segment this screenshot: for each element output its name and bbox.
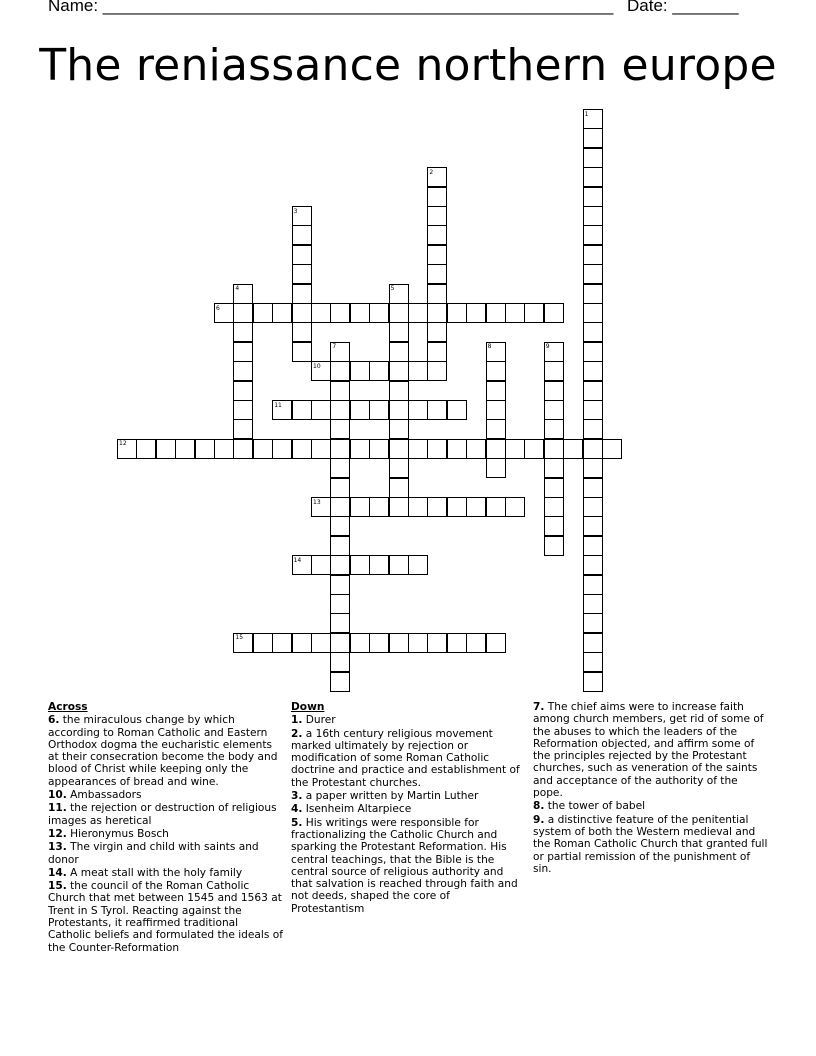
grid-cell[interactable]	[292, 264, 312, 284]
grid-cell[interactable]	[292, 342, 312, 362]
down-heading: Down	[291, 701, 325, 713]
clue-item-text: Isenheim Altarpiece	[302, 803, 412, 816]
grid-cell[interactable]	[389, 439, 409, 459]
clue-item-text: Durer	[302, 714, 336, 727]
grid-cell[interactable]	[350, 361, 370, 381]
grid-cell[interactable]	[389, 361, 409, 381]
grid-cell[interactable]	[272, 400, 292, 420]
grid-cell[interactable]	[292, 206, 312, 226]
clue-item	[48, 828, 284, 840]
grid-cell[interactable]	[292, 245, 312, 265]
clue-item-text: The chief aims were to increase faith among church members, get rid of some of the abuses to which the leaders of the Reformation objected, and affirm some of the principles rejected by the Protestant churches, such as veneration of the saints and acceptance of the authority of the pope.	[533, 701, 764, 800]
clue-item-text: the council of the Roman Catholic Church that met between 1545 and 1563 at Trent in S Tyrol. Reacting against the Protestants, it reaffirmed traditional Catholic beliefs and formulated the ideals of the Counter-Reformation	[48, 880, 283, 954]
grid-cell[interactable]	[486, 342, 506, 362]
grid-cell[interactable]	[583, 206, 603, 226]
grid-cell[interactable]	[447, 633, 467, 653]
clue-item-number: 1.	[291, 714, 303, 727]
clue-number: 14	[293, 556, 302, 564]
clue-item-number: 12.	[48, 827, 67, 840]
grid-cell[interactable]	[292, 303, 312, 323]
grid-cell[interactable]	[369, 555, 389, 575]
grid-cell[interactable]	[544, 381, 564, 401]
clue-number: 9	[545, 343, 550, 351]
grid-cell[interactable]	[466, 497, 486, 517]
grid-cell[interactable]	[195, 439, 215, 459]
grid-cell[interactable]	[311, 361, 331, 381]
grid-cell[interactable]	[408, 633, 428, 653]
grid-cell[interactable]	[253, 303, 273, 323]
grid-cell[interactable]	[408, 439, 428, 459]
grid-cell[interactable]	[330, 652, 350, 672]
grid-cell[interactable]	[466, 439, 486, 459]
grid-cell[interactable]	[330, 555, 350, 575]
grid-cell[interactable]	[389, 478, 409, 498]
clue-item-number: 7.	[533, 701, 545, 713]
grid-cell[interactable]	[330, 458, 350, 478]
clue-item	[533, 701, 769, 799]
grid-cell[interactable]	[156, 439, 176, 459]
grid-cell[interactable]	[408, 400, 428, 420]
grid-cell[interactable]	[408, 361, 428, 381]
grid-cell[interactable]	[427, 303, 447, 323]
grid-cell[interactable]	[389, 497, 409, 517]
grid-cell[interactable]	[486, 439, 506, 459]
clue-number: 2	[429, 168, 434, 176]
grid-cell[interactable]	[389, 419, 409, 439]
grid-cell[interactable]	[330, 672, 350, 692]
grid-cell[interactable]	[272, 439, 292, 459]
grid-cell[interactable]	[330, 381, 350, 401]
grid-cell[interactable]	[311, 439, 331, 459]
grid-cell[interactable]	[389, 555, 409, 575]
grid-cell[interactable]	[369, 303, 389, 323]
grid-cell[interactable]	[602, 439, 622, 459]
grid-cell[interactable]	[583, 652, 603, 672]
grid-cell[interactable]	[544, 458, 564, 478]
grid-cell[interactable]	[233, 439, 253, 459]
grid-cell[interactable]	[544, 400, 564, 420]
grid-cell[interactable]	[583, 109, 603, 129]
grid-cell[interactable]	[544, 536, 564, 556]
clue-item	[291, 728, 521, 789]
grid-cell[interactable]	[292, 284, 312, 304]
grid-cell[interactable]	[233, 633, 253, 653]
grid-cell[interactable]	[583, 167, 603, 187]
grid-cell[interactable]	[389, 400, 409, 420]
grid-cell[interactable]	[350, 497, 370, 517]
clue-item	[291, 803, 521, 815]
grid-cell[interactable]	[583, 284, 603, 304]
clue-item-text: the rejection or destruction of religious images as heretical	[48, 802, 277, 827]
grid-cell[interactable]	[311, 633, 331, 653]
grid-cell[interactable]	[330, 536, 350, 556]
grid-cell[interactable]	[544, 303, 564, 323]
clue-item-number: 3.	[291, 790, 303, 803]
grid-cell[interactable]	[583, 128, 603, 148]
grid-cell[interactable]	[369, 439, 389, 459]
grid-cell[interactable]	[389, 284, 409, 304]
clue-item-number: 9.	[533, 813, 545, 826]
grid-cell[interactable]	[214, 303, 234, 323]
grid-cell[interactable]	[427, 187, 447, 207]
grid-cell[interactable]	[447, 497, 467, 517]
grid-cell[interactable]	[253, 633, 273, 653]
grid-cell[interactable]	[330, 478, 350, 498]
grid-cell[interactable]	[350, 555, 370, 575]
clue-item-number: 5.	[291, 816, 303, 829]
grid-cell[interactable]	[330, 594, 350, 614]
clue-number: 1	[584, 110, 589, 118]
clue-number: 10	[313, 362, 321, 370]
grid-cell[interactable]	[583, 342, 603, 362]
grid-cell[interactable]	[175, 439, 195, 459]
clue-item-number: 13.	[48, 841, 67, 854]
grid-cell[interactable]	[292, 322, 312, 342]
grid-cell[interactable]	[583, 148, 603, 168]
grid-cell[interactable]	[583, 264, 603, 284]
grid-cell[interactable]	[427, 439, 447, 459]
clue-number: 4	[235, 285, 240, 293]
page-title: The reniassance northern europe	[39, 40, 777, 91]
grid-cell[interactable]	[583, 187, 603, 207]
grid-cell[interactable]	[330, 516, 350, 536]
grid-cell[interactable]	[427, 497, 447, 517]
name-field[interactable]: Name: ______________________________________________________	[48, 0, 614, 15]
clue-item-text: Ambassadors	[66, 789, 142, 802]
grid-cell[interactable]	[427, 245, 447, 265]
grid-cell[interactable]	[583, 594, 603, 614]
grid-cell[interactable]	[233, 419, 253, 439]
clue-item	[291, 714, 521, 726]
grid-cell[interactable]	[544, 419, 564, 439]
grid-cell[interactable]	[311, 303, 331, 323]
grid-cell[interactable]	[447, 303, 467, 323]
grid-cell[interactable]	[330, 361, 350, 381]
grid-cell[interactable]	[583, 225, 603, 245]
grid-cell[interactable]	[330, 439, 350, 459]
grid-cell[interactable]	[311, 400, 331, 420]
clue-item-number: 8.	[533, 800, 545, 813]
grid-cell[interactable]	[583, 633, 603, 653]
grid-cell[interactable]	[408, 497, 428, 517]
grid-cell[interactable]	[427, 400, 447, 420]
across-clues	[48, 701, 284, 955]
grid-cell[interactable]	[330, 497, 350, 517]
down-clues-continued	[533, 701, 769, 876]
grid-cell[interactable]	[253, 439, 273, 459]
grid-cell[interactable]	[505, 497, 525, 517]
grid-cell[interactable]	[389, 322, 409, 342]
grid-cell[interactable]	[292, 400, 312, 420]
grid-cell[interactable]	[214, 439, 234, 459]
grid-cell[interactable]	[427, 167, 447, 187]
grid-cell[interactable]	[583, 419, 603, 439]
grid-cell[interactable]	[389, 381, 409, 401]
clue-number: 7	[332, 343, 337, 351]
grid-cell[interactable]	[427, 322, 447, 342]
grid-cell[interactable]	[408, 303, 428, 323]
grid-cell[interactable]	[427, 264, 447, 284]
grid-cell[interactable]	[583, 536, 603, 556]
clue-item-text: His writings were responsible for fractionalizing the Catholic Church and sparking the Protestant Reformation. His central teachings, that the Bible is the central source of religious authority and that salvation is reached through faith and not deeds, shaped the core of Protestantism	[291, 816, 518, 915]
clue-number: 12	[119, 440, 127, 448]
clue-number: 6	[216, 304, 220, 312]
grid-cell[interactable]	[389, 303, 409, 323]
grid-cell[interactable]	[330, 575, 350, 595]
grid-cell[interactable]	[272, 633, 292, 653]
grid-cell[interactable]	[544, 361, 564, 381]
grid-cell[interactable]	[369, 633, 389, 653]
grid-cell[interactable]	[233, 342, 253, 362]
clue-item-text: Hieronymus Bosch	[66, 827, 169, 840]
grid-cell[interactable]	[583, 245, 603, 265]
clue-item	[533, 814, 769, 875]
grid-cell[interactable]	[427, 633, 447, 653]
grid-cell[interactable]	[389, 633, 409, 653]
grid-cell[interactable]	[583, 672, 603, 692]
grid-cell[interactable]	[330, 342, 350, 362]
grid-cell[interactable]	[583, 613, 603, 633]
grid-cell[interactable]	[330, 633, 350, 653]
clue-number: 11	[274, 401, 282, 409]
grid-cell[interactable]	[486, 458, 506, 478]
grid-cell[interactable]	[311, 497, 331, 517]
clue-item-number: 6.	[48, 714, 60, 727]
grid-cell[interactable]	[389, 342, 409, 362]
grid-cell[interactable]	[486, 381, 506, 401]
grid-cell[interactable]	[544, 478, 564, 498]
grid-cell[interactable]	[427, 342, 447, 362]
grid-cell[interactable]	[311, 555, 331, 575]
grid-cell[interactable]	[292, 633, 312, 653]
grid-cell[interactable]	[583, 516, 603, 536]
down-clues	[291, 701, 521, 916]
grid-cell[interactable]	[505, 439, 525, 459]
clue-item-text: the miraculous change by which according to Roman Catholic and Eastern Orthodox dogma the eucharistic elements at their consecration become the body and blood of Christ while keeping only the appearances of bread and wine.	[48, 714, 278, 788]
grid-cell[interactable]	[233, 303, 253, 323]
clue-number: 8	[487, 343, 492, 351]
grid-cell[interactable]	[466, 303, 486, 323]
clue-item-text: a 16th century religious movement marked ultimately by rejection or modification of some Roman Catholic doctrine and practice and establishment of the Protestant churches.	[291, 727, 520, 789]
grid-cell[interactable]	[544, 342, 564, 362]
grid-cell[interactable]	[427, 361, 447, 381]
grid-cell[interactable]	[427, 225, 447, 245]
grid-cell[interactable]	[583, 555, 603, 575]
grid-cell[interactable]	[272, 303, 292, 323]
header	[48, 0, 748, 20]
clue-number: 3	[293, 207, 298, 215]
grid-cell[interactable]	[583, 381, 603, 401]
grid-cell[interactable]	[369, 400, 389, 420]
clue-item	[48, 841, 284, 866]
grid-cell[interactable]	[486, 361, 506, 381]
across-heading: Across	[48, 701, 88, 713]
grid-cell[interactable]	[466, 633, 486, 653]
grid-cell[interactable]	[583, 400, 603, 420]
grid-cell[interactable]	[583, 361, 603, 381]
grid-cell[interactable]	[389, 458, 409, 478]
grid-cell[interactable]	[350, 400, 370, 420]
grid-cell[interactable]	[330, 419, 350, 439]
grid-cell[interactable]	[233, 381, 253, 401]
grid-cell[interactable]	[505, 303, 525, 323]
clue-item	[533, 800, 769, 812]
grid-cell[interactable]	[233, 361, 253, 381]
grid-cell[interactable]	[292, 439, 312, 459]
clue-item	[291, 817, 521, 915]
grid-cell[interactable]	[233, 322, 253, 342]
grid-cell[interactable]	[350, 303, 370, 323]
grid-cell[interactable]	[583, 458, 603, 478]
clue-item	[48, 714, 284, 788]
clue-item-text: The virgin and child with saints and donor	[48, 841, 259, 866]
grid-cell[interactable]	[292, 555, 312, 575]
grid-cell[interactable]	[330, 613, 350, 633]
grid-cell[interactable]	[233, 284, 253, 304]
clue-item-text: A meat stall with the holy family	[66, 866, 243, 879]
clue-item-number: 15.	[48, 880, 67, 893]
grid-cell[interactable]	[447, 400, 467, 420]
grid-cell[interactable]	[486, 419, 506, 439]
grid-cell[interactable]	[447, 439, 467, 459]
grid-cell[interactable]	[427, 284, 447, 304]
clue-item	[291, 790, 521, 802]
grid-cell[interactable]	[524, 303, 544, 323]
clue-item-text: a distinctive feature of the penitential system of both the Western medieval and the Roman Catholic Church that granted full or partial remission of the punishment of sin.	[533, 813, 768, 875]
grid-cell[interactable]	[524, 439, 544, 459]
grid-cell[interactable]	[486, 497, 506, 517]
clue-item	[48, 880, 284, 954]
grid-cell[interactable]	[427, 206, 447, 226]
grid-cell[interactable]	[233, 400, 253, 420]
grid-cell[interactable]	[583, 439, 603, 459]
grid-cell[interactable]	[292, 225, 312, 245]
date-field[interactable]: Date: _______	[627, 0, 739, 15]
clue-number: 5	[390, 285, 395, 293]
clue-item-number: 14.	[48, 866, 67, 879]
grid-cell[interactable]	[544, 516, 564, 536]
grid-cell[interactable]	[583, 478, 603, 498]
grid-cell[interactable]	[486, 400, 506, 420]
grid-cell[interactable]	[369, 497, 389, 517]
grid-cell[interactable]	[583, 497, 603, 517]
grid-cell[interactable]	[136, 439, 156, 459]
clue-item	[48, 867, 284, 879]
grid-cell[interactable]	[486, 633, 506, 653]
grid-cell[interactable]	[486, 303, 506, 323]
clue-item-number: 11.	[48, 802, 67, 815]
grid-cell[interactable]	[350, 439, 370, 459]
grid-cell[interactable]	[583, 322, 603, 342]
clue-item-text: the tower of babel	[544, 800, 646, 813]
grid-cell[interactable]	[544, 439, 564, 459]
clue-item-text: a paper written by Martin Luther	[302, 790, 479, 803]
clue-item	[48, 789, 284, 801]
grid-cell[interactable]	[369, 361, 389, 381]
grid-cell[interactable]	[583, 575, 603, 595]
grid-cell[interactable]	[544, 497, 564, 517]
clue-item	[48, 802, 284, 827]
clue-item-number: 2.	[291, 727, 303, 740]
clue-item-number: 10.	[48, 789, 67, 802]
clue-number: 13	[313, 498, 321, 506]
grid-cell[interactable]	[583, 303, 603, 323]
grid-cell[interactable]	[563, 439, 583, 459]
clue-item-number: 4.	[291, 803, 303, 816]
grid-cell[interactable]	[330, 303, 350, 323]
clue-number: 15	[235, 634, 244, 642]
grid-cell[interactable]	[408, 555, 428, 575]
grid-cell[interactable]	[117, 439, 137, 459]
grid-cell[interactable]	[350, 633, 370, 653]
grid-cell[interactable]	[330, 400, 350, 420]
